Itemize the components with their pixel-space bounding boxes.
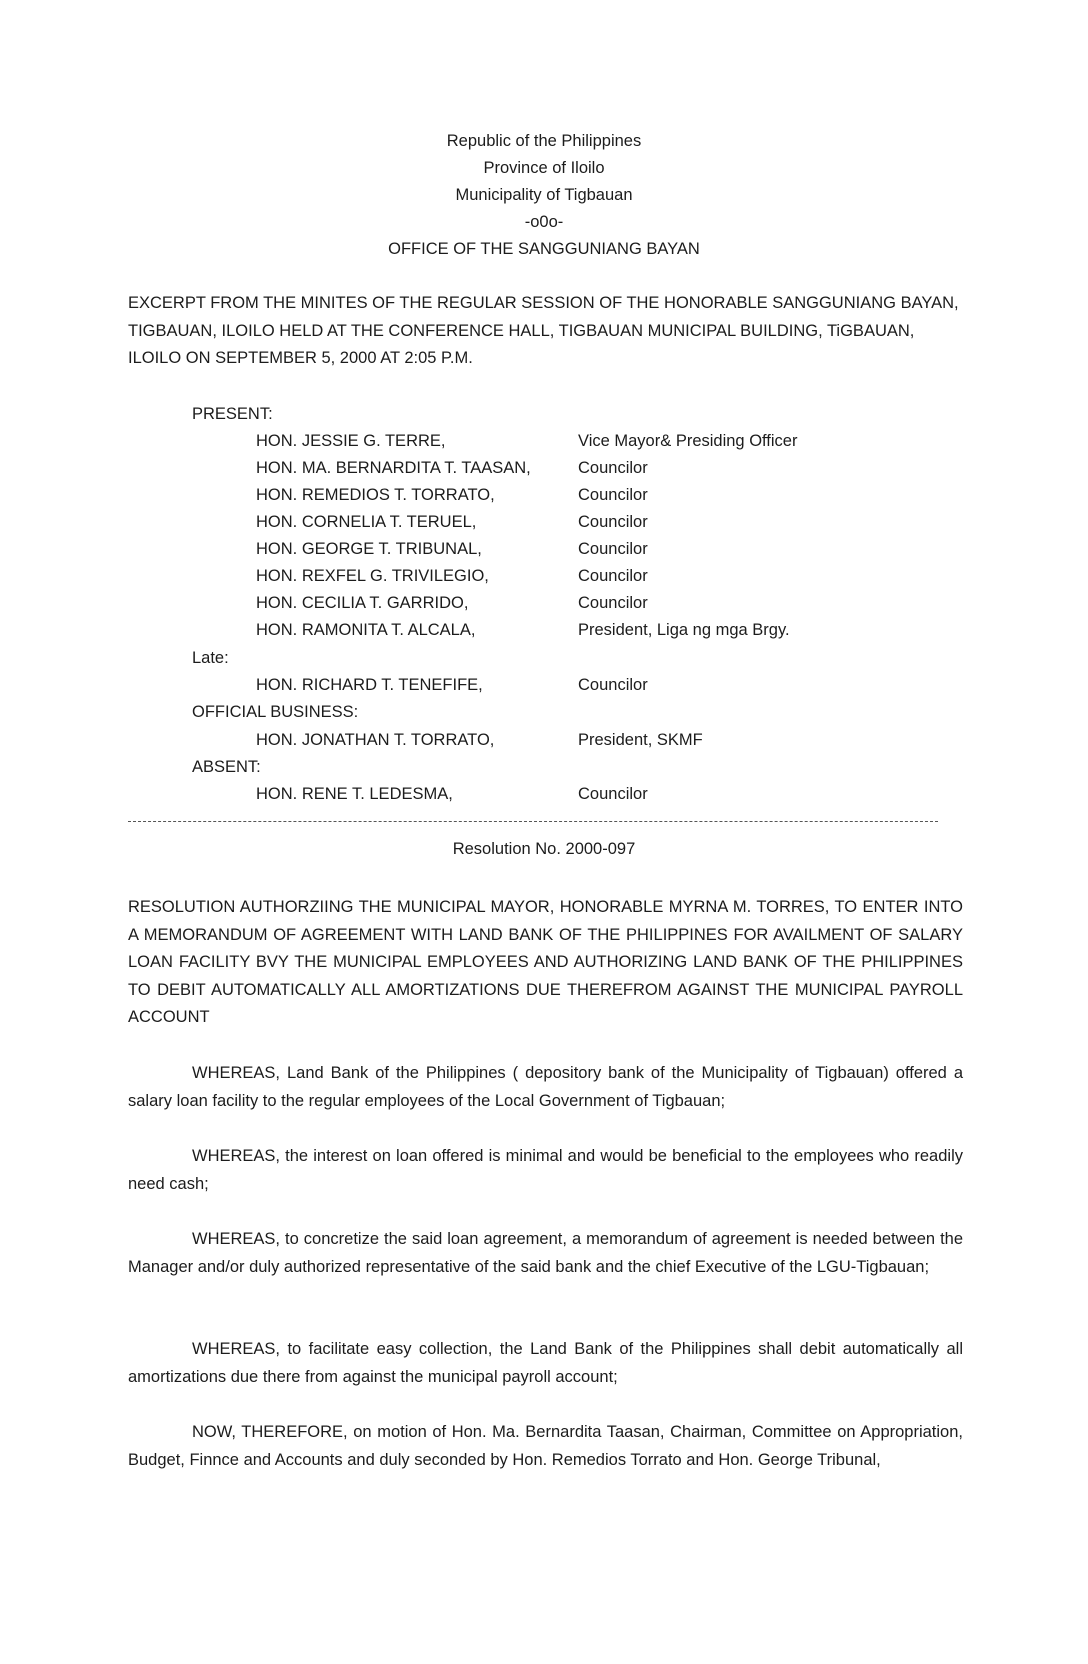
late-label: Late: [192, 649, 229, 667]
attendee-name: HON. GEORGE T. TRIBUNAL, [256, 540, 482, 558]
header-separator: -o0o- [524, 213, 564, 231]
attendee-name: HON. JONATHAN T. TORRATO, [256, 731, 495, 749]
attendee-position: Councilor [578, 567, 648, 585]
attendee-name: HON. RENE T. LEDESMA, [256, 785, 453, 803]
attendee-position: Vice Mayor& Presiding Officer [578, 432, 798, 450]
attendee-name: HON. REMEDIOS T. TORRATO, [256, 486, 495, 504]
attendee-position: Councilor [578, 785, 648, 803]
attendee-position: President, SKMF [578, 731, 703, 749]
attendee-name: HON. CORNELIA T. TERUEL, [256, 513, 477, 531]
attendee-position: President, Liga ng mga Brgy. [578, 621, 790, 639]
attendee-name: HON. JESSIE G. TERRE, [256, 432, 446, 450]
header-province: Province of Iloilo [483, 159, 605, 177]
header-municipality: Municipality of Tigbauan [455, 186, 633, 204]
attendee-position: Councilor [578, 513, 648, 531]
whereas-clause: WHEREAS, to facilitate easy collection, the Land Bank of the Philippines shall debit automatically all amortizations due there from against the municipal payroll account; [128, 1340, 963, 1386]
attendee-name: HON. CECILIA T. GARRIDO, [256, 594, 469, 612]
attendee-position: Councilor [578, 540, 648, 558]
attendee-name: HON. MA. BERNARDITA T. TAASAN, [256, 459, 531, 477]
minutes-excerpt: EXCERPT FROM THE MINITES OF THE REGULAR SESSION OF THE HONORABLE SANGGUNIANG BAYAN, TIGBAUAN, ILOILO HELD AT THE CONFERENCE HALL, TIGBAUAN MUNICIPAL BUILDING, TiGBAUAN, ILOILO ON SEPTEMBER 5, 2000 AT 2:05 P.M. [128, 294, 959, 367]
attendee-name: HON. RAMONITA T. ALCALA, [256, 621, 476, 639]
whereas-clause: WHEREAS, to concretize the said loan agreement, a memorandum of agreement is needed between the Manager and/or duly authorized representative of the said bank and the chief Executive of the LGU-Tigbauan; [128, 1230, 963, 1276]
attendee-position: Councilor [578, 594, 648, 612]
resolution-title: RESOLUTION AUTHORZIING THE MUNICIPAL MAYOR, HONORABLE MYRNA M. TORRES, TO ENTER INTO A MEMORANDUM OF AGREEMENT WITH LAND BANK OF THE PHILIPPINES FOR AVAILMENT OF SALARY LOAN FACILITY BVY THE MUNICIPAL EMPLOYEES AND AUTHORIZING LAND BANK OF THE PHILIPPINES TO DEBIT AUTOMATICALLY ALL AMORTIZATIONS DUE THEREFROM AGAINST THE MUNICIPAL PAYROLL ACCOUNT [128, 898, 963, 1027]
whereas-clause: WHEREAS, Land Bank of the Philippines ( depository bank of the Municipality of Tigbauan) offered a salary loan facility to the regular employees of the Local Government of Tigbauan; [128, 1064, 963, 1110]
official-business-label: OFFICIAL BUSINESS: [192, 703, 359, 721]
attendee-position: Councilor [578, 676, 648, 694]
attendee-name: HON. REXFEL G. TRIVILEGIO, [256, 567, 489, 585]
dashed-divider [128, 821, 938, 823]
now-therefore-clause: NOW, THEREFORE, on motion of Hon. Ma. Bernardita Taasan, Chairman, Committee on Appropriation, Budget, Finnce and Accounts and duly seconded by Hon. Remedios Torrato and Hon. George Tribunal, [128, 1423, 963, 1469]
attendee-name: HON. RICHARD T. TENEFIFE, [256, 676, 483, 694]
resolution-number: Resolution No. 2000-097 [452, 840, 636, 858]
attendee-position: Councilor [578, 459, 648, 477]
attendee-position: Councilor [578, 486, 648, 504]
present-label: PRESENT: [192, 405, 273, 423]
header-republic: Republic of the Philippines [446, 132, 642, 150]
absent-label: ABSENT: [192, 758, 261, 776]
whereas-clause: WHEREAS, the interest on loan offered is minimal and would be beneficial to the employees who readily need cash; [128, 1147, 963, 1193]
header-office: OFFICE OF THE SANGGUNIANG BAYAN [388, 240, 700, 258]
